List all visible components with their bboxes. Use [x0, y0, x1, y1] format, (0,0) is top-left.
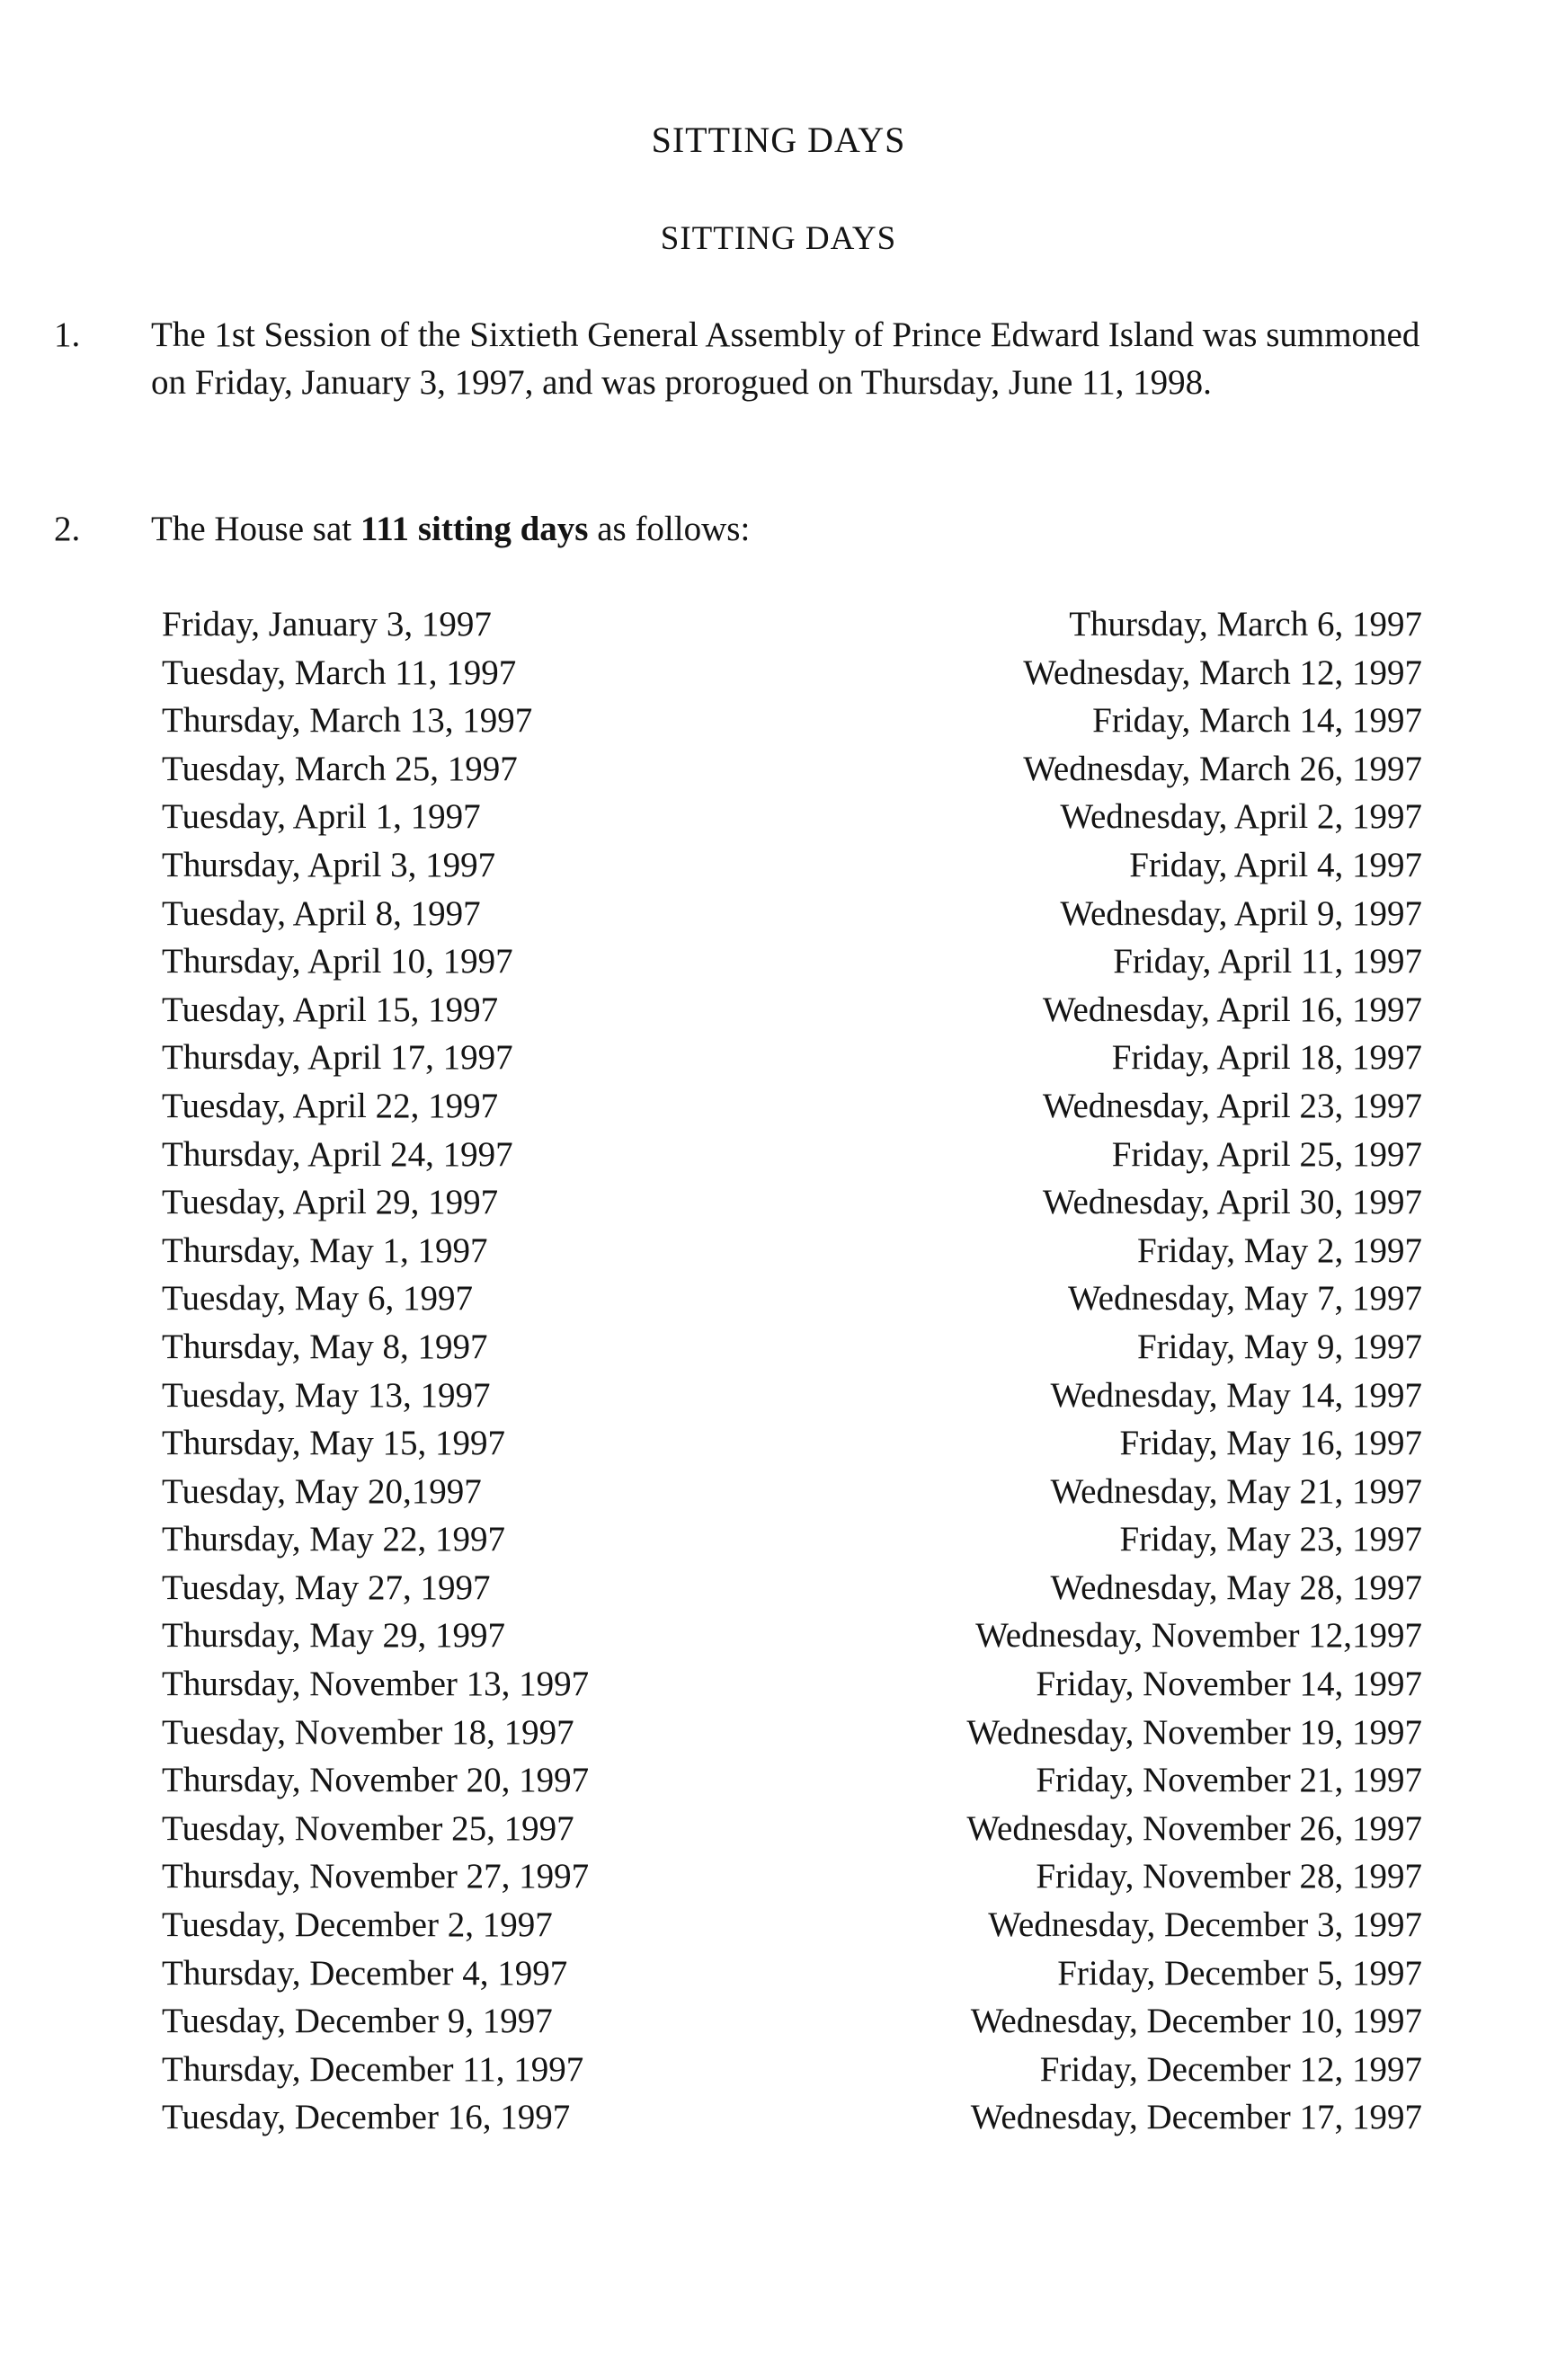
- list-item: [162, 1515, 1422, 1564]
- list-item: [162, 1178, 1422, 1227]
- sitting-date-left: Tuesday, April 29, 1997: [162, 1183, 499, 1222]
- paragraph-2-prefix: The House sat: [151, 510, 360, 548]
- sitting-date-right: Friday, May 16, 1997: [1119, 1424, 1422, 1463]
- sitting-date-left: Tuesday, May 13, 1997: [162, 1375, 491, 1415]
- sitting-date-left: Thursday, November 27, 1997: [162, 1857, 590, 1896]
- sitting-date-left: Tuesday, May 6, 1997: [162, 1279, 473, 1319]
- sitting-date-left: Tuesday, December 9, 1997: [162, 2002, 553, 2041]
- list-item: [162, 841, 1422, 890]
- sitting-date-left: Thursday, November 20, 1997: [162, 1761, 590, 1800]
- sitting-date-left: Thursday, May 22, 1997: [162, 1520, 506, 1559]
- sitting-date-left: Thursday, April 17, 1997: [162, 1038, 513, 1078]
- sitting-date-left: Thursday, May 15, 1997: [162, 1424, 506, 1463]
- sitting-date-right: Friday, November 28, 1997: [1036, 1857, 1422, 1896]
- list-item: [162, 1372, 1422, 1420]
- sitting-date-left: Tuesday, May 20,1997: [162, 1471, 482, 1511]
- list-item: [162, 649, 1422, 697]
- sitting-date-left: Friday, January 3, 1997: [162, 605, 492, 644]
- sitting-date-right: Wednesday, December 3, 1997: [988, 1905, 1422, 1945]
- sitting-date-left: Tuesday, March 25, 1997: [162, 749, 518, 788]
- list-item: [162, 1805, 1422, 1853]
- page-title: SITTING DAYS: [651, 120, 906, 160]
- sitting-date-left: Tuesday, April 15, 1997: [162, 990, 499, 1029]
- list-item: [162, 1468, 1422, 1516]
- list-item: [162, 2093, 1422, 2142]
- sitting-date-left: Thursday, April 3, 1997: [162, 845, 496, 884]
- sitting-date-right: Wednesday, May 21, 1997: [1050, 1471, 1422, 1511]
- paragraph-1: [54, 311, 1428, 406]
- sitting-date-right: Friday, May 23, 1997: [1119, 1520, 1422, 1559]
- sitting-date-left: Thursday, November 13, 1997: [162, 1665, 590, 1704]
- list-item: [162, 1660, 1422, 1709]
- sitting-date-left: Tuesday, April 8, 1997: [162, 893, 481, 933]
- sitting-date-left: Thursday, April 10, 1997: [162, 942, 513, 981]
- sitting-date-right: Friday, March 14, 1997: [1092, 701, 1422, 741]
- list-item: [162, 1997, 1422, 2046]
- paragraph-2-number: 2.: [54, 510, 81, 548]
- sitting-date-left: Thursday, April 24, 1997: [162, 1134, 513, 1174]
- sitting-date-right: Friday, December 12, 1997: [1039, 2049, 1422, 2089]
- sitting-date-left: Tuesday, December 2, 1997: [162, 1905, 553, 1945]
- sitting-date-right: Wednesday, May 14, 1997: [1050, 1375, 1422, 1415]
- list-item: [162, 937, 1422, 986]
- sitting-date-right: Thursday, March 6, 1997: [1069, 605, 1422, 644]
- list-item: [162, 1082, 1422, 1131]
- sitting-days-count: 111: [360, 510, 410, 548]
- sitting-date-right: Friday, April 25, 1997: [1111, 1134, 1422, 1174]
- list-item: [162, 1323, 1422, 1372]
- list-item: [162, 697, 1422, 745]
- list-item: [162, 1274, 1422, 1323]
- list-item: [162, 1756, 1422, 1805]
- sitting-date-right: Wednesday, March 12, 1997: [1023, 653, 1422, 692]
- sitting-date-left: Thursday, December 4, 1997: [162, 1953, 568, 1993]
- list-item: [162, 1612, 1422, 1660]
- sitting-date-left: Tuesday, December 16, 1997: [162, 2098, 571, 2137]
- sitting-date-right: Wednesday, April 23, 1997: [1042, 1086, 1422, 1125]
- sitting-date-left: Tuesday, March 11, 1997: [162, 653, 517, 692]
- list-item: [162, 1709, 1422, 1757]
- sitting-date-right: Wednesday, May 7, 1997: [1068, 1279, 1422, 1319]
- sitting-date-right: Wednesday, November 19, 1997: [966, 1712, 1422, 1752]
- sitting-date-left: Thursday, May 1, 1997: [162, 1230, 488, 1270]
- sitting-date-right: Friday, May 9, 1997: [1136, 1327, 1422, 1366]
- list-item: [162, 1949, 1422, 1998]
- sitting-date-left: Thursday, December 11, 1997: [162, 2049, 584, 2089]
- sitting-date-right: Wednesday, April 9, 1997: [1060, 893, 1422, 933]
- sitting-date-right: Wednesday, December 17, 1997: [970, 2098, 1422, 2137]
- list-item: [162, 1034, 1422, 1082]
- list-item: [162, 1227, 1422, 1275]
- sitting-date-left: Tuesday, November 25, 1997: [162, 1808, 574, 1848]
- sitting-date-left: Thursday, May 8, 1997: [162, 1327, 488, 1366]
- paragraph-2-suffix: as follows:: [588, 510, 751, 548]
- sitting-date-right: Wednesday, March 26, 1997: [1023, 749, 1422, 788]
- sitting-date-right: Friday, April 4, 1997: [1129, 845, 1422, 884]
- list-item: [162, 1901, 1422, 1949]
- sitting-date-right: Wednesday, April 16, 1997: [1042, 990, 1422, 1029]
- sitting-date-left: Tuesday, November 18, 1997: [162, 1712, 574, 1752]
- list-item: [162, 745, 1422, 794]
- sitting-date-right: Wednesday, December 10, 1997: [970, 2002, 1422, 2041]
- sitting-days-list: [162, 600, 1422, 2142]
- list-item: [162, 1131, 1422, 1179]
- sitting-date-right: Friday, April 18, 1997: [1111, 1038, 1422, 1078]
- sitting-date-left: Tuesday, April 1, 1997: [162, 797, 481, 837]
- sitting-date-right: Friday, May 2, 1997: [1136, 1230, 1422, 1270]
- paragraph-1-text: The 1st Session of the Sixtieth General Assembly of Prince Edward Island was summoned on Friday, January 3, 1997, and was prorogued on Thursday, June 11, 1998.: [151, 315, 1420, 402]
- page-subtitle: SITTING DAYS: [660, 220, 897, 257]
- sitting-date-right: Friday, November 14, 1997: [1036, 1665, 1422, 1704]
- list-item: [162, 793, 1422, 841]
- paragraph-1-number: 1.: [54, 315, 81, 354]
- sitting-date-left: Tuesday, April 22, 1997: [162, 1086, 499, 1125]
- sitting-date-left: Thursday, May 29, 1997: [162, 1616, 506, 1656]
- paragraph-2: [54, 505, 1428, 553]
- sitting-date-right: Wednesday, November 12,1997: [975, 1616, 1422, 1656]
- sitting-date-right: Wednesday, April 30, 1997: [1042, 1183, 1422, 1222]
- sitting-days-phrase: sitting days: [409, 510, 589, 548]
- sitting-date-right: Friday, April 11, 1997: [1113, 942, 1422, 981]
- list-item: [162, 986, 1422, 1035]
- sitting-date-right: Wednesday, April 2, 1997: [1060, 797, 1422, 837]
- sitting-date-right: Friday, November 21, 1997: [1036, 1761, 1422, 1800]
- list-item: [162, 600, 1422, 649]
- list-item: [162, 890, 1422, 938]
- sitting-date-left: Tuesday, May 27, 1997: [162, 1567, 491, 1607]
- list-item: [162, 1564, 1422, 1612]
- sitting-date-left: Thursday, March 13, 1997: [162, 701, 533, 741]
- list-item: [162, 1852, 1422, 1901]
- sitting-date-right: Wednesday, November 26, 1997: [966, 1808, 1422, 1848]
- sitting-date-right: Friday, December 5, 1997: [1057, 1953, 1422, 1993]
- list-item: [162, 2046, 1422, 2094]
- list-item: [162, 1419, 1422, 1468]
- sitting-date-right: Wednesday, May 28, 1997: [1050, 1567, 1422, 1607]
